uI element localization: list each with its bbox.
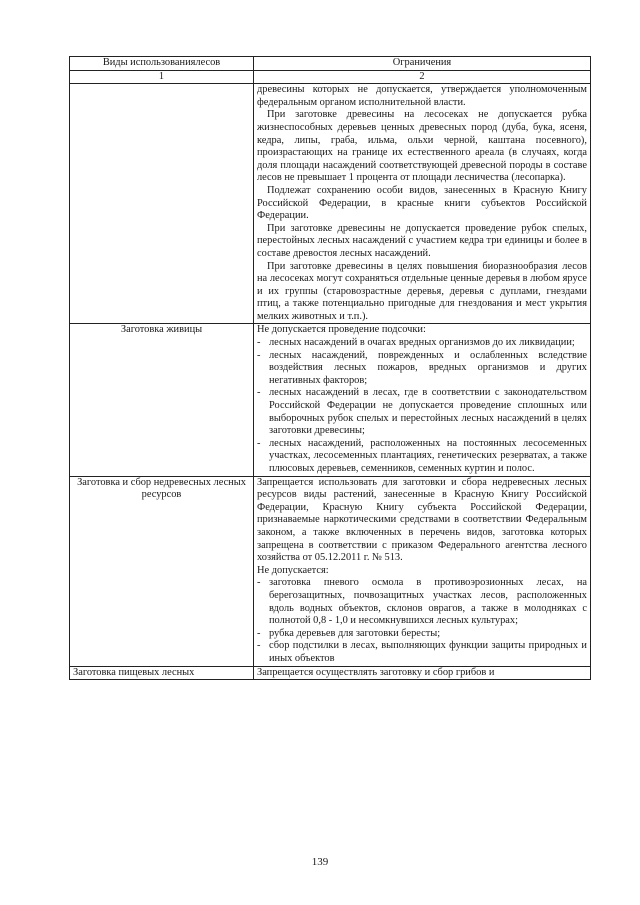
restriction-paragraph: Запрещается использовать для заготовки и сбора недревесных лесных ресурсов виды растений, занесенные в Красную Книгу Российской Федерации, Красную Книгу субъекта Российской Федерации, признаваемые наркотическими средствами в соответствии Федеральным законом, а также включенных в перечень видов, заготовка которых запрещена в соответствии с приказом Федерального агентства лесного хозяйства от 05.12.2011 г. № 513. bbox=[257, 476, 587, 564]
restriction-intro: Не допускается: bbox=[257, 564, 329, 576]
restriction-list bbox=[257, 337, 587, 476]
row-use-type: Заготовка пищевых лесных bbox=[70, 666, 254, 680]
header-restrictions: Ограничения bbox=[254, 57, 591, 71]
restriction-paragraph: Подлежат сохранению особи видов, занесенных в Красную Книгу Российской Федерации, в красные книги субъектов Российской Федерации. bbox=[257, 184, 587, 222]
restriction-intro: Не допускается проведение подсочки: bbox=[257, 324, 426, 336]
restriction-paragraph: Запрещается осуществлять заготовку и сбор грибов и bbox=[257, 666, 495, 678]
row-use-type bbox=[70, 84, 254, 324]
table-row bbox=[70, 666, 591, 680]
row-restrictions bbox=[254, 666, 591, 680]
list-item: - лесных насаждений в лесах, где в соответствии с законодательством Российской Федерации не допускается проведение сплошных или выборочных рубок спелых и перестойных лесных насаждений в целях заготовки древесины; bbox=[257, 387, 587, 437]
table-header-row bbox=[70, 57, 591, 71]
list-item: - рубка деревьев для заготовки бересты; bbox=[257, 628, 587, 641]
table-row bbox=[70, 84, 591, 324]
list-item: - сбор подстилки в лесах, выполняющих функции защиты природных и иных объектов bbox=[257, 640, 587, 665]
restriction-paragraph: При заготовке древесины не допускается проведение рубок спелых, перестойных лесных насаждений с участием кедра три единицы и более в составе древостоя лесных насаждений. bbox=[257, 222, 587, 259]
page-number: 139 bbox=[311, 856, 329, 868]
table-row bbox=[70, 476, 591, 666]
header-forest-use-types: Виды использованиялесов bbox=[70, 57, 254, 71]
column-number-2: 2 bbox=[254, 70, 591, 84]
list-item: - лесных насаждений, поврежденных и ослабленных вследствие воздействия лесных пожаров, вредных организмов и других негативных факторов; bbox=[257, 350, 587, 388]
row-restrictions bbox=[254, 84, 591, 324]
restriction-paragraph: При заготовке древесины на лесосеках не допускается рубка жизнеспособных деревьев ценных древесных пород (дуба, бука, ясеня, кедра, липы, граба, ильма, ольхи черной, каштана посевного), произрастающих на границе их естественного ареала (в случаях, когда доля площади насаждений соответствующей древесной породы в составе лесов не превышает 1 процента от площади лесничества (лесопарка). bbox=[257, 109, 587, 184]
list-item: - заготовка пневого осмола в противоэрозионных лесах, на берегозащитных, почвозащитных участках лесов, расположенных вдоль водных объектов, склонов оврагов, а также в молодняках с полнотой 0,8 - 1,0 и несомкнувшихся лесных культурах; bbox=[257, 577, 587, 627]
restriction-list bbox=[257, 577, 587, 665]
row-restrictions bbox=[254, 324, 591, 476]
restriction-paragraph: При заготовке древесины в целях повышения биоразнообразия лесов на лесосеках могут сохраняться отдельные ценные деревья в любом ярусе и их группы (старовозрастные деревья, деревья с дуплами, гнездами птиц, а также потенциально пригодные для гнездования и мест укрытия мелких животных и т.п.). bbox=[257, 260, 587, 322]
row-restrictions bbox=[254, 476, 591, 666]
restriction-paragraph: древесины которых не допускается, утверждается уполномоченным федеральным органом исполнительной власти. bbox=[257, 84, 587, 108]
list-item: - лесных насаждений в очагах вредных организмов до их ликвидации; bbox=[257, 337, 587, 350]
table-numbering-row bbox=[70, 70, 591, 84]
table-row bbox=[70, 324, 591, 476]
restrictions-table bbox=[69, 56, 591, 680]
column-number-1: 1 bbox=[70, 70, 254, 84]
row-use-type: Заготовка и сбор недревесных лесных ресурсов bbox=[70, 476, 254, 666]
list-item: - лесных насаждений, расположенных на постоянных лесосеменных участках, лесосеменных плантациях, генетических резерватах, а также плюсовых деревьев, семенников, семенных куртин и полос. bbox=[257, 438, 587, 476]
row-use-type: Заготовка живицы bbox=[70, 324, 254, 476]
